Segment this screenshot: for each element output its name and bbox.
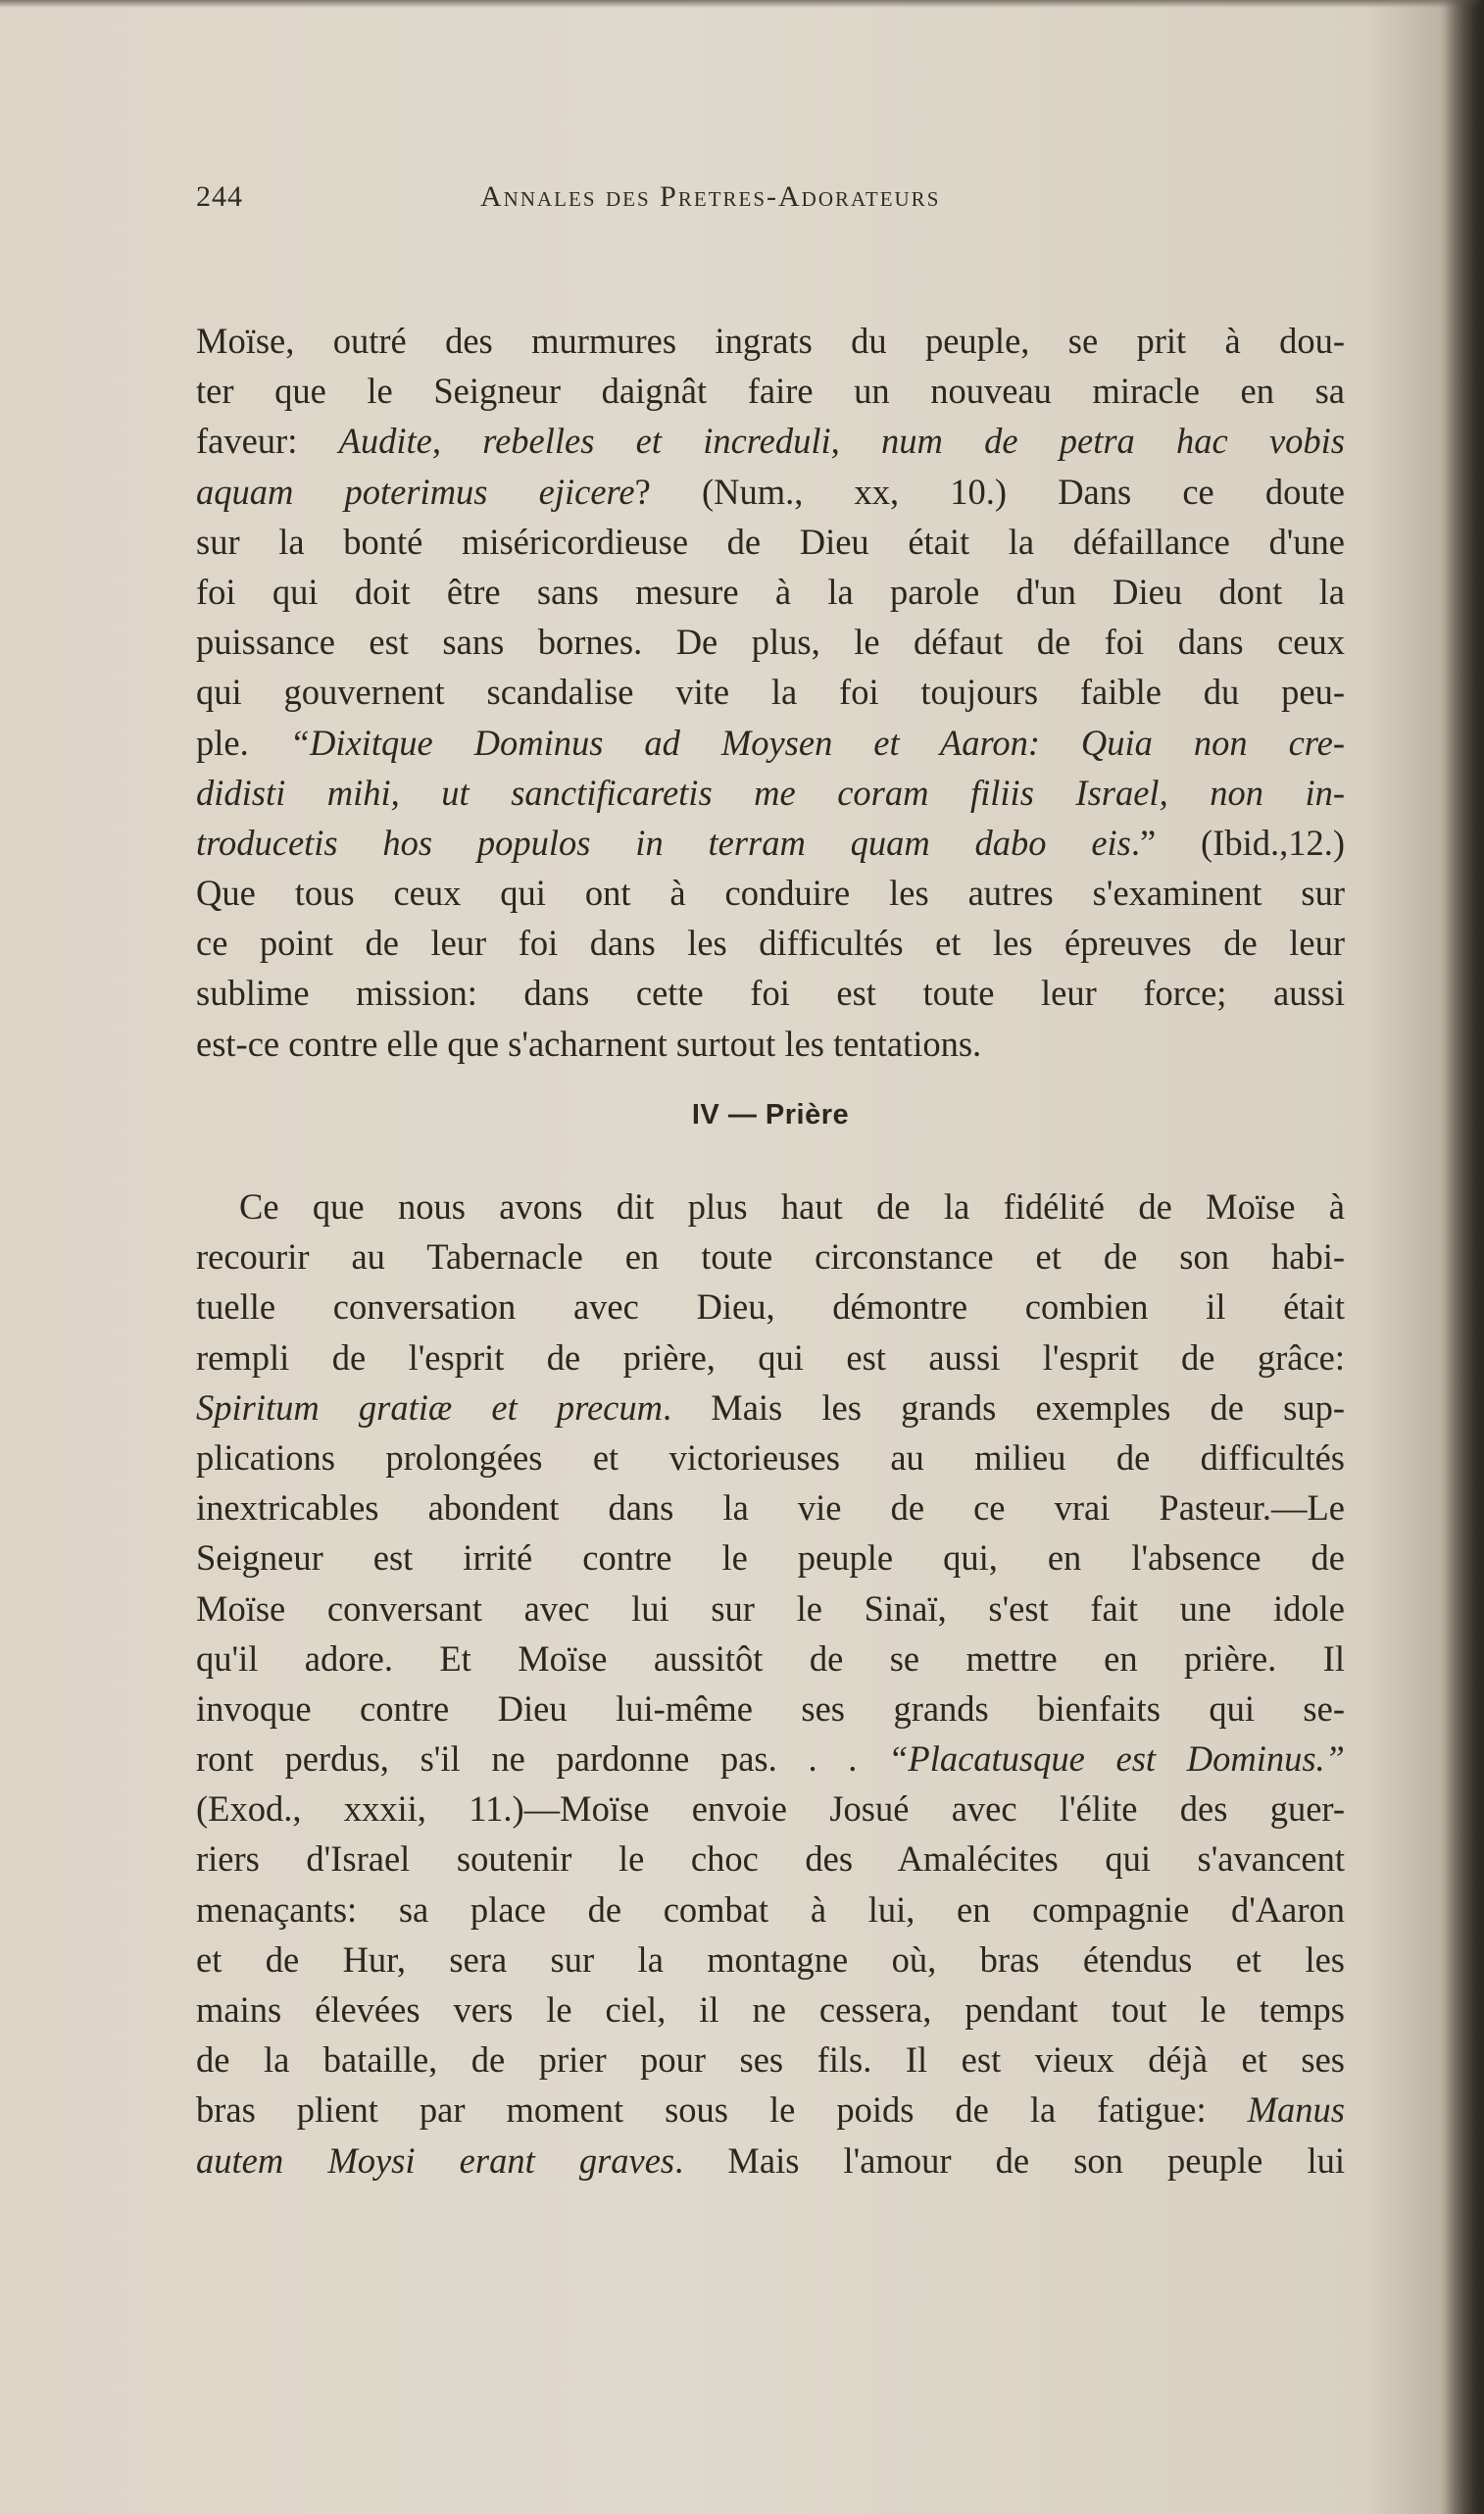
- latin-quote: “Dixitque Dominus ad Moysen et Aaron: Quia non cre-: [289, 722, 1345, 763]
- text-line: ce point de leur foi dans les difficultés et les épreuves de leur: [196, 923, 1345, 964]
- section-heading: IV — Prière: [691, 1098, 850, 1131]
- paragraph-2: [196, 1182, 1345, 2186]
- latin-quote: troducetis hos populos in terram quam dabo eis: [196, 822, 1131, 863]
- text-line: bras plient par moment sous le poids de la fatigue: Manus: [196, 2089, 1345, 2131]
- text-line: plications prolongées et victorieuses au milieu de difficultés: [196, 1436, 1345, 1478]
- text-line: (Exod., xxxii, 11.)—Moïse envoie Josué avec l'élite des guer-: [196, 1788, 1345, 1830]
- text-line: recourir au Tabernacle en toute circonstance et de son habi-: [196, 1236, 1345, 1278]
- text-line: sur la bonté miséricordieuse de Dieu était la défaillance d'une: [196, 521, 1345, 562]
- text-line: Moïse, outré des murmures ingrats du peuple, se prit à dou-: [196, 321, 1345, 361]
- page-top-shadow: [0, 0, 1484, 8]
- text-line: ple. “Dixitque Dominus ad Moysen et Aaron: Quia non cre-: [196, 722, 1345, 763]
- text-line: mains élevées vers le ciel, il ne cessera, pendant tout le temps: [196, 1989, 1345, 2030]
- text-line: Que tous ceux qui ont à conduire les autres s'examinent sur: [196, 873, 1345, 914]
- running-head: [196, 180, 1353, 224]
- page-number: 244: [196, 180, 243, 213]
- text-block: [196, 316, 1345, 2186]
- text-line: autem Moysi erant graves. Mais l'amour de son peuple lui: [196, 2139, 1345, 2181]
- text-line: menaçants: sa place de combat à lui, en compagnie d'Aaron: [196, 1888, 1345, 1930]
- text-line: ter que le Seigneur daignât faire un nouveau miracle en sa: [196, 371, 1345, 412]
- page-binding-edge: [1445, 0, 1484, 2514]
- text-line: et de Hur, sera sur la montagne où, bras étendus et les: [196, 1938, 1345, 1980]
- text-line: sublime mission: dans cette foi est toute leur force; aussi: [196, 973, 1345, 1014]
- text-line: de la bataille, de prier pour ses fils. Il est vieux déjà et ses: [196, 2039, 1345, 2081]
- text-line: ront perdus, s'il ne pardonne pas. . . “Placatusque est Dominus.”: [196, 1738, 1345, 1780]
- latin-quote: aquam poterimus ejicere: [196, 471, 635, 512]
- text-line: inextricables abondent dans la vie de ce vrai Pasteur.—Le: [196, 1487, 1345, 1529]
- text-line: tuelle conversation avec Dieu, démontre combien il était: [196, 1286, 1345, 1328]
- latin-quote: autem Moysi erant graves: [196, 2139, 675, 2181]
- latin-quote: Audite, rebelles et increduli, num de petra hac vobis: [338, 421, 1345, 462]
- text-line: foi qui doit être sans mesure à la parole d'un Dieu dont la: [196, 571, 1345, 612]
- text-line: Ce que nous avons dit plus haut de la fidélité de Moïse à: [239, 1186, 1345, 1227]
- text-line: Spiritum gratiæ et precum. Mais les grands exemples de sup-: [196, 1386, 1345, 1428]
- latin-quote: “Placatusque est Dominus.”: [888, 1738, 1345, 1780]
- latin-quote: Spiritum gratiæ et precum: [196, 1386, 663, 1428]
- text-line: qu'il adore. Et Moïse aussitôt de se mettre en prière. Il: [196, 1637, 1345, 1679]
- text-line: qui gouvernent scandalise vite la foi toujours faible du peu-: [196, 672, 1345, 713]
- paragraph-1: [196, 316, 1345, 1069]
- running-title: Annales des Pretres-Adorateurs: [480, 180, 941, 213]
- text-line: Seigneur est irrité contre le peuple qui, en l'absence de: [196, 1537, 1345, 1579]
- text-line: puissance est sans bornes. De plus, le défaut de foi dans ceux: [196, 622, 1345, 663]
- text-line: riers d'Israel soutenir le choc des Amalécites qui s'avancent: [196, 1838, 1345, 1880]
- text-line: aquam poterimus ejicere? (Num., xx, 10.) Dans ce doute: [196, 471, 1345, 512]
- text-line: [196, 768, 1345, 818]
- text-line: est-ce contre elle que s'acharnent surtout les tentations.: [196, 1023, 982, 1064]
- text-line: invoque contre Dieu lui-même ses grands bienfaits qui se-: [196, 1687, 1345, 1729]
- text-line: faveur: Audite, rebelles et increduli, num de petra hac vobis: [196, 421, 1345, 462]
- text-line: Moïse conversant avec lui sur le Sinaï, s'est fait une idole: [196, 1587, 1345, 1629]
- text-line: troducetis hos populos in terram quam dabo eis.” (Ibid.,12.): [196, 822, 1345, 863]
- latin-quote: didisti mihi, ut sanctificaretis me coram filiis Israel, non in-: [196, 772, 1345, 813]
- text-line: rempli de l'esprit de prière, qui est aussi l'esprit de grâce:: [196, 1336, 1345, 1378]
- latin-quote: Manus: [1247, 2089, 1345, 2131]
